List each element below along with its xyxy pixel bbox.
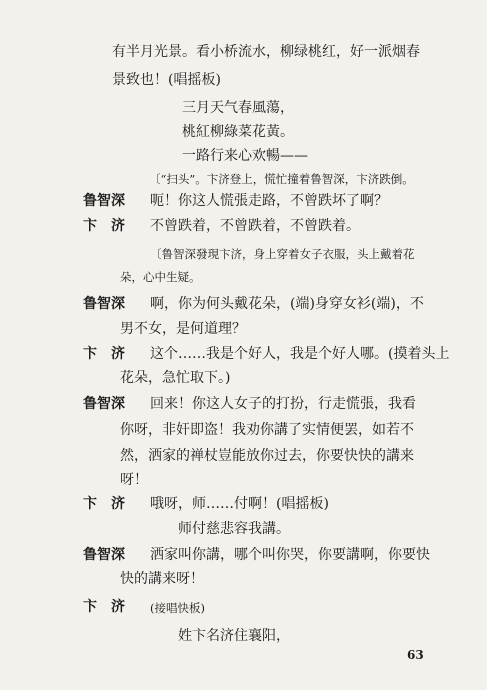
speaker-label: 鲁智深 [83, 396, 125, 412]
speaker-label: 卞 济 [83, 218, 125, 234]
dialogue-line: 洒家叫你講，哪个叫你哭，你要講啊，你要快 [150, 547, 430, 563]
dialogue-line: 啊，你为何头戴花朵，(端)身穿女衫(端)，不 [150, 296, 424, 312]
verse-line: 姓卞名济住襄阳， [178, 628, 290, 644]
stage-direction: (接唱快板) [150, 601, 205, 615]
speaker-label: 卞 济 [83, 496, 125, 512]
verse-line: 三月天气春風蕩， [182, 100, 294, 116]
verse-line: 一路行来心欢暢—— [182, 148, 308, 164]
page-number: 63 [407, 648, 424, 662]
speaker-label: 卞 济 [83, 599, 125, 615]
dialogue-line: 哦呀，师……付啊！(唱摇板) [150, 496, 329, 512]
text-line: 景致也！(唱摇板) [112, 72, 221, 88]
dialogue-line: 回来！你这人女子的打扮，行走慌張，我看 [150, 396, 416, 412]
dialogue-line: 男不女，是何道理？ [120, 321, 246, 337]
dialogue-line: 快的講来呀！ [120, 571, 204, 587]
speaker-label: 鲁智深 [83, 547, 125, 563]
dialogue-line: 呃！你这人慌張走路，不曾跌坏了啊？ [150, 193, 388, 209]
verse-line: 桃紅柳綠菜花黃。 [182, 124, 294, 140]
dialogue-line: 然，洒家的禅杖豈能放你过去，你要快快的講来 [120, 448, 414, 464]
dialogue-line: 花朵，急忙取下。) [120, 370, 231, 386]
dialogue-line: 不曾跌着，不曾跌着，不曾跌着。 [150, 218, 360, 234]
dialogue-line: 呀！ [120, 472, 148, 488]
verse-line: 师付慈悲容我講。 [178, 521, 290, 537]
speaker-label: 鲁智深 [83, 193, 125, 209]
stage-direction: 〔鲁智深發現卞济，身上穿着女子衣服，头上戴着花 [150, 247, 415, 261]
stage-direction: 〔“扫头”。卞济登上，慌忙撞着鲁智深，卞济跌倒。 [149, 172, 414, 186]
speaker-label: 卞 济 [83, 346, 125, 362]
speaker-label: 鲁智深 [83, 296, 125, 312]
dialogue-line: 这个……我是个好人，我是个好人哪。(摸着头上 [150, 346, 450, 362]
text-line: 有半月光景。看小桥流水，柳绿桃红，好一派烟春 [112, 44, 420, 60]
stage-direction: 朵，心中生疑。 [120, 270, 201, 284]
dialogue-line: 你呀，非奸即盗！我劝你講了实情便罢，如若不 [120, 422, 414, 438]
